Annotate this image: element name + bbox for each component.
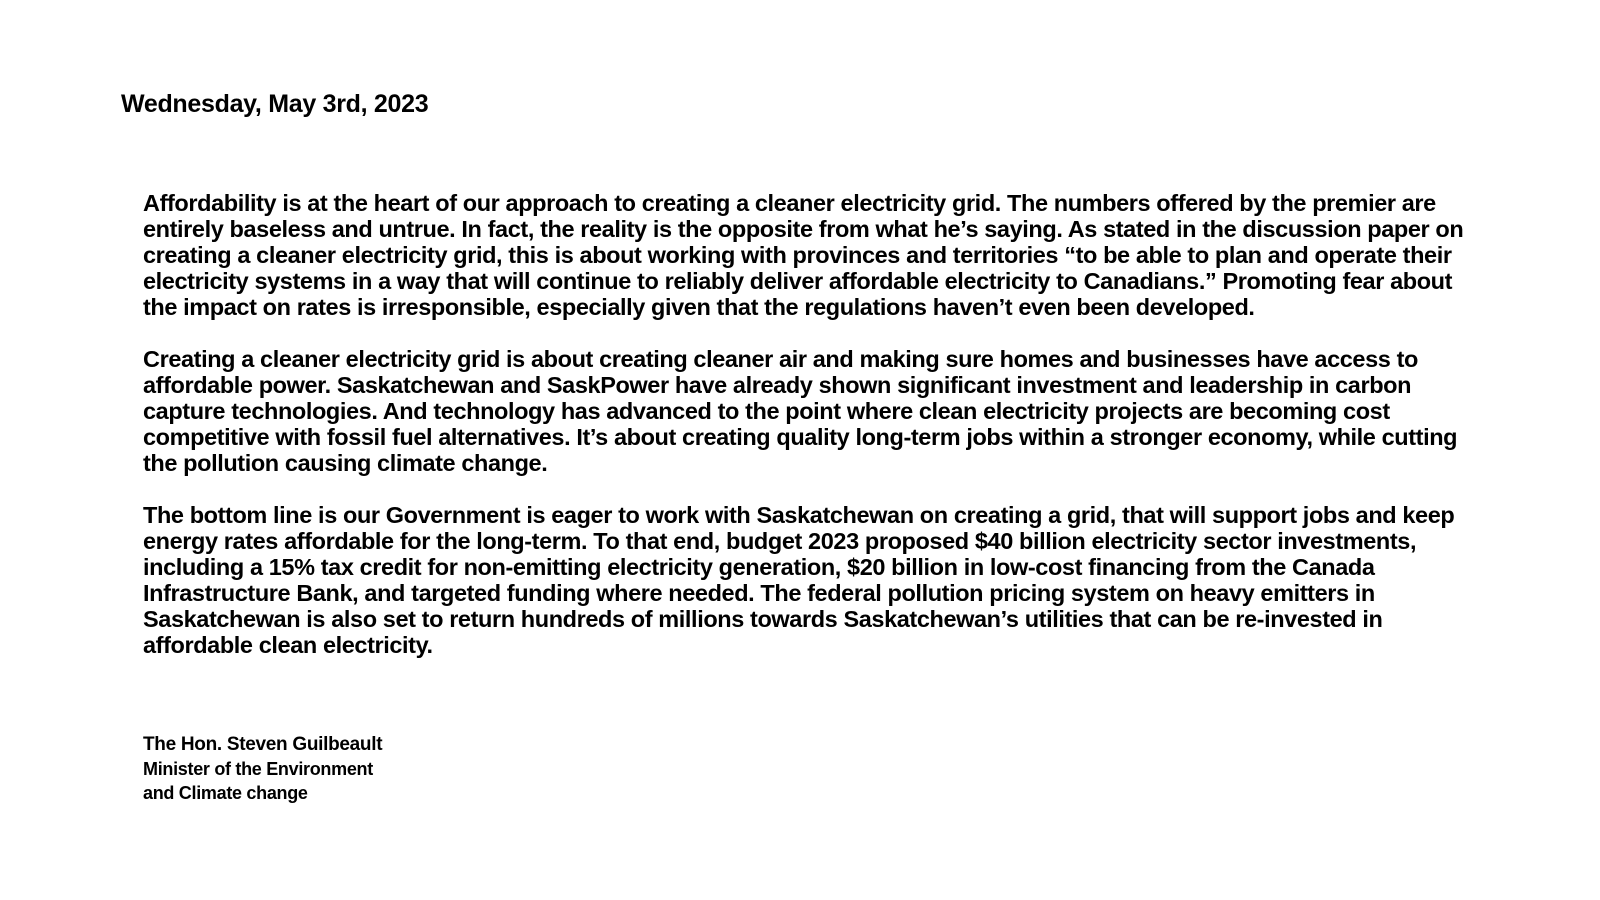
signature-block	[143, 733, 382, 805]
paragraph-affordability: Affordability is at the heart of our approach to creating a cleaner electricity grid. The numbers offered by the premier are entirely baseless and untrue. In fact, the reality is the opposite from what he’s saying. As stated in the discussion paper on creating a cleaner electricity grid, this is about working with provinces and territories “to be able to plan and operate their electricity systems in a way that will continue to reliably deliver affordable electricity to Canadians.” Promoting fear about the impact on rates is irresponsible, especially given that the regulations haven’t even been developed.	[143, 190, 1464, 320]
paragraph-cleaner-grid: Creating a cleaner electricity grid is about creating cleaner air and making sure homes and businesses have access to affordable power. Saskatchewan and SaskPower have already shown significant investment and leadership in carbon capture technologies. And technology has advanced to the point where clean electricity projects are becoming cost competitive with fossil fuel alternatives. It’s about creating quality long-term jobs within a stronger economy, while cutting the pollution causing climate change.	[143, 346, 1458, 476]
paragraph-bottom-line: The bottom line is our Government is eager to work with Saskatchewan on creating a grid, that will support jobs and keep energy rates affordable for the long-term. To that end, budget 2023 proposed $40 billion electricity sector investments, including a 15% tax credit for non-emitting electricity generation, $20 billion in low-cost financing from the Canada Infrastructure Bank, and targeted funding where needed. The federal pollution pricing system on heavy emitters in Saskatchewan is also set to return hundreds of millions towards Saskatchewan’s utilities that can be re-invested in affordable clean electricity.	[143, 502, 1455, 658]
statement-date: Wednesday, May 3rd, 2023	[121, 90, 429, 118]
signatory-title-line2: and Climate change	[143, 783, 308, 803]
signatory-title-line1: Minister of the Environment	[143, 759, 373, 779]
signatory-name: The Hon. Steven Guilbeault	[143, 734, 383, 755]
statement-body	[143, 190, 1483, 658]
